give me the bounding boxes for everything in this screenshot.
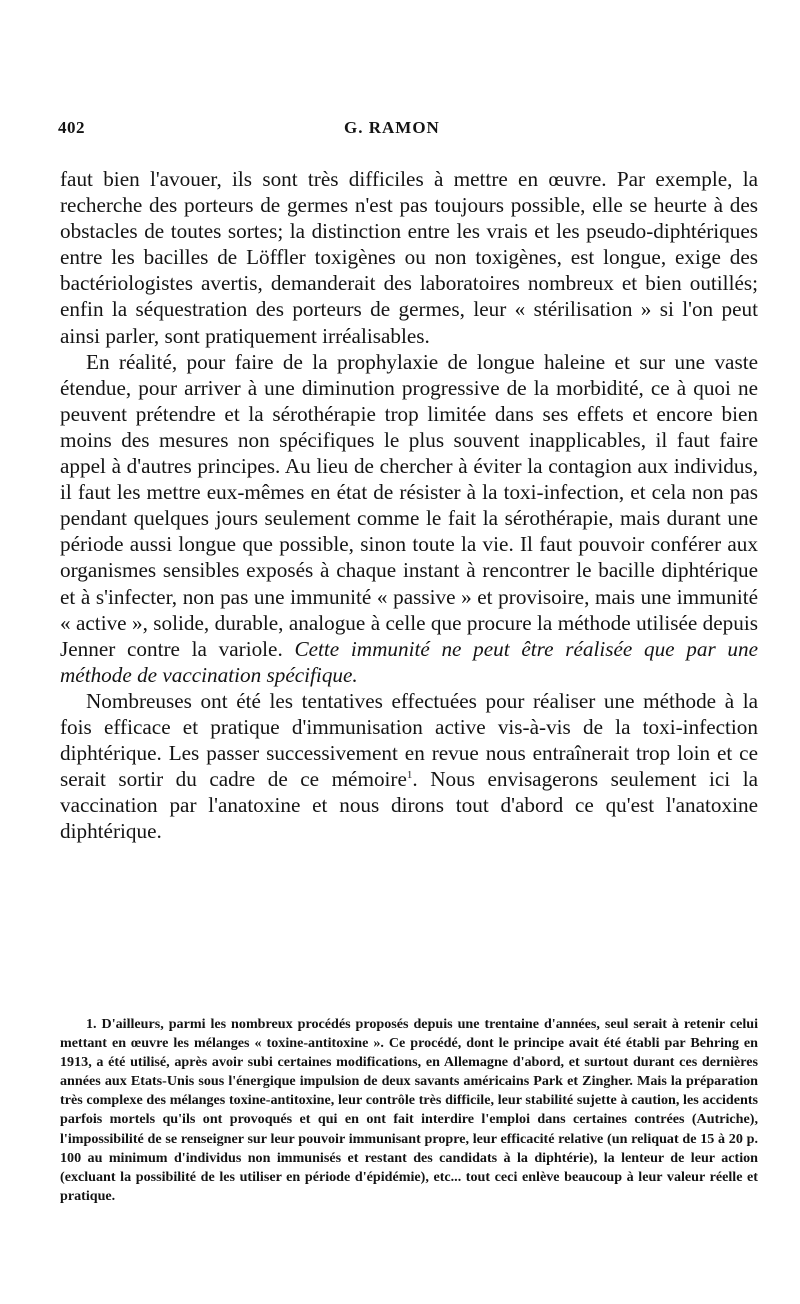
paragraph-text: faut bien l'avouer, ils sont très difficiles à mettre en œuvre. Par exemple, la recherche des porteurs de germes n'est pas toujours possible, elle se heurte à des obstacles de toutes sortes; la distinction entre les vrais et les pseudo-diphtériques entre les bacilles de Löffler toxigènes ou non toxigènes, est longue, exige des bactériologistes avertis, demanderait des laboratoires nombreux et bien outillés; enfin la séquestration des porteurs de germes, leur « stérilisation » si l'on peut ainsi parler, sont pratiquement irréalisables. bbox=[60, 167, 758, 348]
page-header bbox=[58, 118, 758, 142]
emphasized-text: Cette immunité ne peut être réalisée que par une méthode de vaccination spécifique. bbox=[60, 636, 759, 687]
main-text bbox=[60, 166, 758, 844]
footnote-text: D'ailleurs, parmi les nombreux procédés proposés depuis une trentaine d'années, seul serait à retenir celui mettant en œuvre les mélanges « toxine-antitoxine ». Ce procédé, dont le principe avait été établi par Behring en 1913, a été utilisé, après avoir subi certaines modifications, en Allemagne d'abord, et surtout durant ces dernières années aux Etats-Unis sous l'énergique impulsion de deux savants américains Park et Zingher. Mais la préparation très complexe des mélanges toxine-antitoxine, leur contrôle très difficile, leur stabilité sujette à caution, les accidents parfois mortels qu'ils ont provoqués et qui en ont fait interdire l'emploi dans certaines contrées (Autriche), l'impossibilité de se renseigner sur leur pouvoir immunisant propre, leur efficacité relative (un reliquat de 15 à 20 p. 100 au minimum d'individus non immunisés et restant des candidats à la diphtérie), la lenteur de leur action (excluant la possibilité de les utiliser en période d'épidémie), etc... tout ceci enlève beaucoup à leur valeur réelle et pratique. bbox=[60, 1016, 758, 1204]
footnote bbox=[60, 1015, 758, 1206]
paragraph-text: . Nous envisagerons seulement ici la vaccination par l'anatoxine et nous dirons tout d'abord ce qu'est l'anatoxine diphtérique. bbox=[60, 767, 759, 844]
page-number: 402 bbox=[58, 118, 85, 137]
paragraph bbox=[60, 688, 758, 845]
footnote-marker: 1. bbox=[86, 1016, 97, 1032]
footnote-reference: 1 bbox=[406, 769, 413, 782]
paragraph-text: En réalité, pour faire de la prophylaxie de longue haleine et sur une vaste étendue, pour arriver à une diminution progressive de la morbidité, ce à quoi ne peuvent prétendre et la sérothérapie trop limitée dans ses effets et encore bien moins des mesures non spécifiques le plus souvent inapplicables, il faut faire appel à d'autres principes. Au lieu de chercher à éviter la contagion aux individus, il faut les mettre eux-mêmes en état de résister à la toxi-infection, et cela non pas pendant quelques jours seulement comme le fait la sérothérapie, mais durant une période aussi longue que possible, sinon toute la vie. Il faut pouvoir conférer aux organismes sensibles exposés à chaque instant à rencontrer le bacille diphtérique et à s'infecter, non pas une immunité « passive » et provisoire, mais une immunité « active », solide, durable, analogue à celle que procure la méthode utilisée depuis Jenner contre la variole. bbox=[60, 349, 758, 661]
paragraph bbox=[60, 166, 758, 349]
paragraph-text: Nombreuses ont été les tentatives effectuées pour réaliser une méthode à la fois efficace et pratique d'immunisation active vis-à-vis de la toxi-infection diphtérique. Les passer successivement en revue nous entraînerait trop loin et ce serait sortir du cadre de ce mémoire bbox=[60, 688, 758, 792]
footnotes bbox=[60, 1015, 758, 1206]
running-head: G. RAMON bbox=[344, 118, 440, 137]
paragraph bbox=[60, 349, 758, 688]
